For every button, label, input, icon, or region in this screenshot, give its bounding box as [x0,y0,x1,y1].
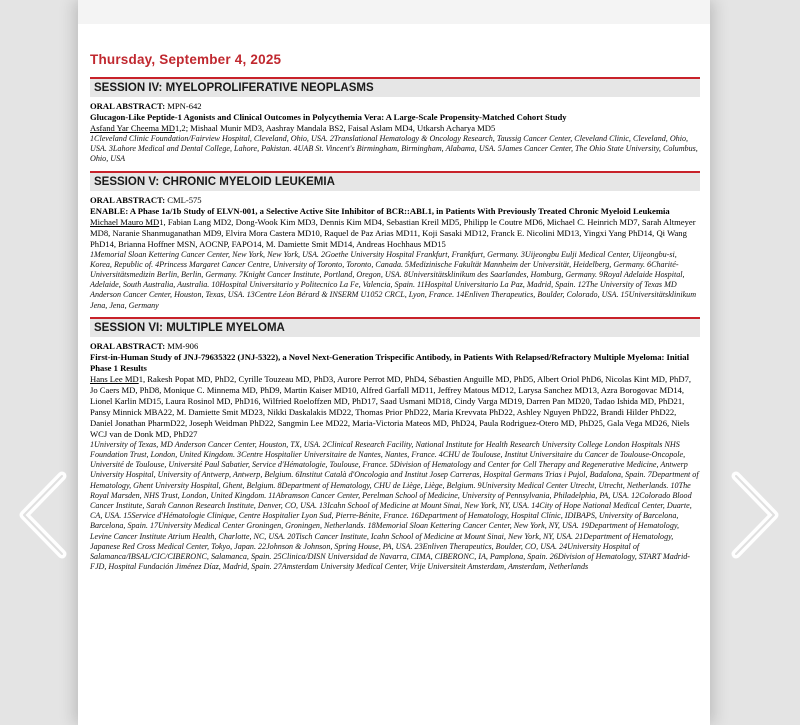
presenter-name: Hans Lee MD [90,373,139,384]
session-title: SESSION V: CHRONIC MYELOID LEUKEMIA [90,173,700,191]
oral-abstract-line [90,341,700,352]
affiliations: 1Cleveland Clinic Foundation/Fairview Hospital, Cleveland, Ohio, USA. 2Translational Hematology & Oncology Research, Taussig Cancer Center, Cleveland Clinic, Cleveland, Ohio, USA. 3Lahore Medical and Dental College, Lahore, Pakistan. 4UAB St. Vincent's Birmingham, Birmingham, Alabama, USA. 5James Cancer Center, The Ohio State University, Columbus, Ohio, USA [90,134,698,164]
author-list [90,217,700,250]
oral-abstract-code: MM-906 [167,340,199,351]
oral-abstract-line [90,101,700,112]
abstract-title: ENABLE: A Phase 1a/1b Study of ELVN-001, a Selective Active Site Inhibitor of BCR::ABL1, in Patients With Previously Treated Chronic Myeloid Leukemia [90,205,670,216]
session-block [90,77,700,165]
session-title: SESSION VI: MULTIPLE MYELOMA [90,319,700,337]
author-list-rest: 1, Fabian Lang MD2, Dong-Wook Kim MD3, Dennis Kim MD4, Sebastian Kreil MD5, Philipp le Coutre MD6, Michael C. Heinrich MD7, Sarah Altmeyer MD8, Naranie Shanmuganathan MD9, Elvira Mora Castera MD10, Raquel de Paz Arias MD11, Koji Sasaki MD12, Franck E. Nicolini MD13, Yingxi Yang PhD14, Qi Wang PhD14, Brianna Hoffner MSN, AOCNP, FAPO14, M. Damiette Smit MD14, Andreas Hochhaus MD15 [90,216,696,249]
oral-abstract-code: MPN-642 [167,101,202,111]
page-top-strip [78,0,710,24]
viewer-background-left [0,0,80,725]
prev-page-button[interactable] [14,470,74,560]
chevron-left-icon [14,470,74,560]
oral-abstract-code: CML-575 [167,194,202,205]
abstract-title: First-in-Human Study of JNJ-79635322 (JNJ-5322), a Novel Next-Generation Trispecific Antibody, in Patients With Relapsed/Refractory Multiple Myeloma: Initial Phase 1 Results [90,351,689,373]
abstract-title: Glucagon-Like Peptide-1 Agonists and Clinical Outcomes in Polycythemia Vera: A Large-Scale Propensity-Matched Cohort Study [90,112,567,122]
oral-abstract-label: ORAL ABSTRACT: [90,194,166,205]
author-list [90,374,700,440]
oral-abstract-line [90,195,700,206]
session-block [90,171,700,311]
session-title: SESSION IV: MYELOPROLIFERATIVE NEOPLASMS [90,79,700,97]
document-page [78,0,710,725]
next-page-button[interactable] [724,470,784,560]
session-block [90,317,700,573]
oral-abstract-label: ORAL ABSTRACT: [90,101,166,111]
page-date: Thursday, September 4, 2025 [90,52,282,67]
author-list-rest: 1,2; Mishaal Munir MD3, Aashray Mandala BS2, Faisal Aslam MD4, Utkarsh Acharya MD5 [174,123,496,133]
presenter-name: Michael Mauro MD [90,216,160,227]
author-list-rest: 1, Rakesh Popat MD, PhD2, Cyrille Touzeau MD, PhD3, Aurore Perrot MD, PhD4, Sébastien Anguille MD, PhD5, Albert Oriol PhD6, Nicolas Kint MD, PhD7, Jo Caers MD, PhD8, Monique C. Minnema MD, PhD9, Martin Kaiser MD10, Alfred Garfall MD11, Jeffrey Matous MD12, Larysa Sanchez MD13, Azra Borogovac MD14, Lionel Karlin MD15, Laura Rosinol MD, PhD16, Wilfried Roeloffzen MD, PhD17, Saad Usmani MD18, Cindy Varga MD19, Darren Pan MD20, Tadao Ishida MD, PhD21, Pansy Minnick MBA22, M. Damiette Smit MD23, Nikki Daskalakis MD22, Thomas Prior PhD22, Maria Krevvata PhD22, Ashley Nguyen PhD22, Brandi Hilder PhD22, Daniel Jonathan PharmD22, Joseph Weidman PhD22, Sangmin Lee MD22, Maria-Victoria Mateos MD, PhD24, Paula Rodriguez-Otero MD, PhD25, Gala Vega MD26, Niels WCJ van de Donk MD, PhD27 [90,373,692,439]
page-content [90,52,700,578]
presenter-name: Asfand Yar Cheema MD [90,123,175,133]
affiliations: 1University of Texas, MD Anderson Cancer Center, Houston, TX, USA. 2Clinical Research Facility, National Institute for Health Research University College London Hospitals NHS Foundation Trust, London, United Kingdom. 3Centre Hospitalier Universitaire de Nantes, Nantes, France. 4CHU de Toulouse, Institut Universitaire du Cancer de Toulouse-Oncopole, Université de Toulouse, Université Paul Sabatier, Service d'Hématologie, Toulouse, France. 5Division of Hematology and Center for Cell Therapy and Regenerative Medicine, Antwerp University Hospital, University of Antwerp, Antwerp, Belgium. 6Institut Català d'Oncologia and Institut Josep Carreras, Hospital Germans Trias i Pujol, Badalona, Spain. 7Department of Hematology, Ghent University Hospital, Ghent, Belgium. 8Department of Hematology, CHU de Liège, Liège, Belgium. 9University Medical Center Utrecht, Utrecht, Netherlands. 10The Royal Marsden, NHS Trust, London, United Kingdom. 11Abramson Cancer Center, Perelman School of Medicine, University of Pennsylvania, Philadelphia, PA, USA. 12Colorado Blood Cancer Institute, Sarah Cannon Research Institute, Denver, CO, USA. 13Icahn School of Medicine at Mount Sinai, New York, NY, USA. 14City of Hope National Medical Center, Duarte, CA, USA. 15Service d'Hématologie Clinique, Centre Hospitalier Lyon Sud, Pierre-Bénite, France. 16Department of Hematology, Hospital Clínic, IDIBAPS, University of Barcelona, Barcelona, Spain. 17University Medical Center Groningen, Groningen, Netherlands. 18Memorial Sloan Kettering Cancer Center, New York, NY, USA. 19Department of Hematology, Levine Cancer Institute Atrium Health, Charlotte, NC, USA. 20Tisch Cancer Institute, Icahn School of Medicine at Mount Sinai, New York, NY, USA. 21Department of Hematology, Japanese Red Cross Medical Center, Tokyo, Japan. 22Johnson & Johnson, Spring House, PA, USA. 23Enliven Therapeutics, Boulder, CO, USA. 24University Hospital of Salamanca/IBSAL/CIC/CIBERONC, Salamanca, Spain. 25Clinica/DISN Universidad de Navarra, CIMA, CIBERONC, IA, Pamplona, Spain. 26Division of Hematology, START Madrid-FJD, Hospital Fundación Jiménez Díaz, Madrid, Spain. 27Amsterdam University Medical Center, Vrije Universiteit Amsterdam, Amsterdam, Netherlands [90,439,699,572]
chevron-right-icon [724,470,784,560]
viewer-background-right [710,0,800,725]
oral-abstract-label: ORAL ABSTRACT: [90,340,166,351]
affiliations: 1Memorial Sloan Kettering Cancer Center, New York, New York, USA. 2Goethe University Hospital Frankfurt, Frankfurt, Germany. 3Uijeongbu Eulji Medical Center, Uijeongbu-si, Korea, Republic of. 4Princess Margaret Cancer Centre, University of Toronto, Toronto, Canada. 5Medizinische Fakultät Mannheim der Universität, Heidelberg, Germany. 6Charité-Universitätsmedizin Berlin, Berlin, Germany. 7Knight Cancer Institute, Portland, Oregon, USA. 8Universitätsklinikum des Saarlandes, Homburg, Germany. 9Royal Adelaide Hospital, Adelaide, South Australia, Australia. 10Hospital Universitario y Politecnico La Fe, Valencia, Spain. 11Hospital Universitario La Paz, Madrid, Spain. 12The University of Texas MD Anderson Cancer Center, Houston, Texas, USA. 13Centre Léon Bérard & INSERM U1052 CRCL, Lyon, France. 14Enliven Therapeutics, Boulder, Colorado, USA. 15Universitätsklinikum Jena, Jena, Germany [90,249,697,310]
author-list [90,123,700,134]
